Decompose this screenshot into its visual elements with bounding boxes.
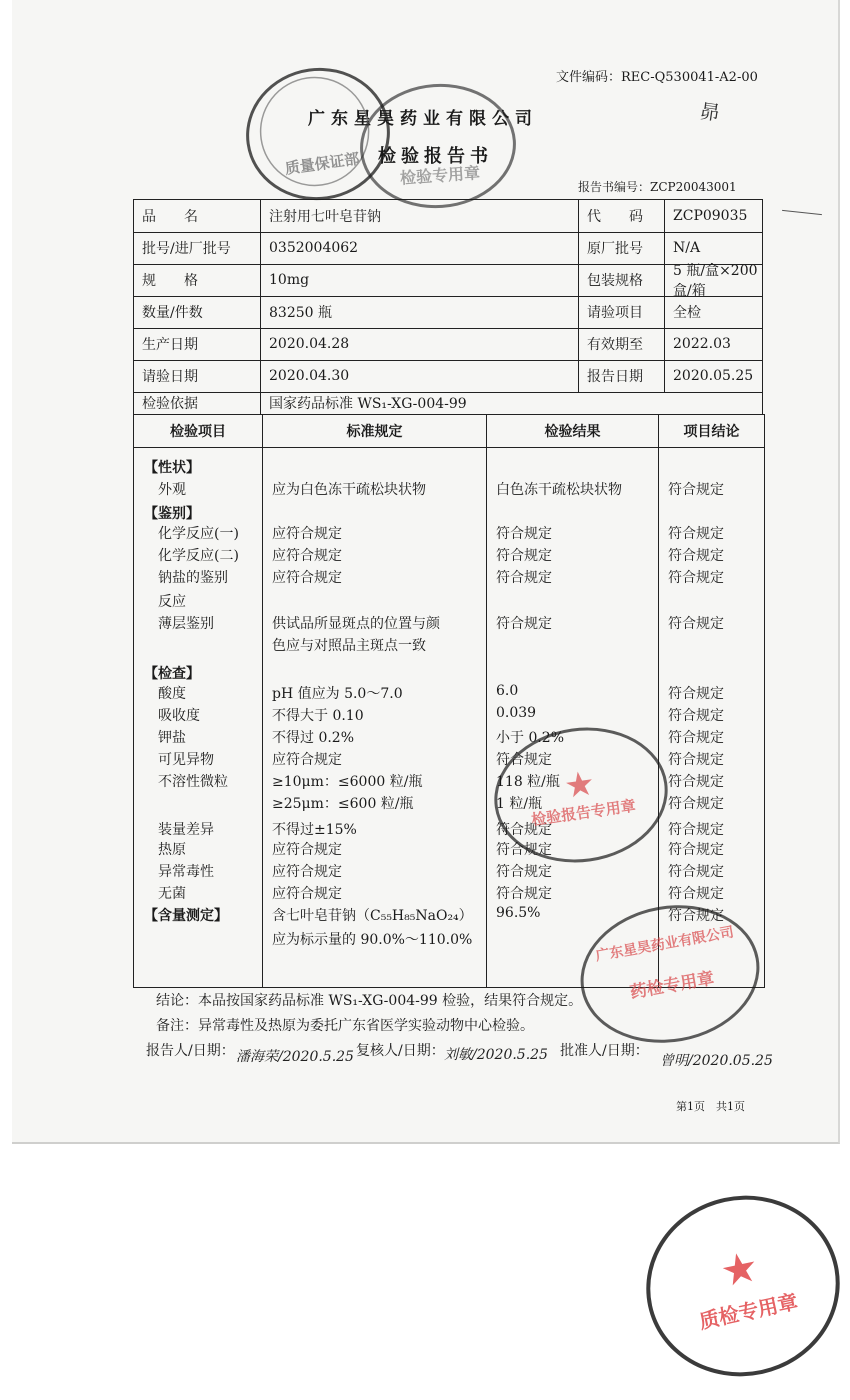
reviewer-signature: 刘敏/2020.5.25 (444, 1047, 548, 1063)
info-label: 数量/件数 (134, 296, 261, 328)
result-cell: 符合规定 (496, 864, 552, 880)
info-value: ZCP09035 (673, 208, 748, 224)
info-label: 报告日期 (579, 360, 665, 392)
conclusion-cell: 符合规定 (668, 752, 724, 768)
info-value: 2022.03 (673, 336, 731, 352)
standard-cell: 不得过 0.2% (272, 730, 355, 746)
info-row (134, 360, 762, 393)
drug-inspection-stamp: 广东星昊药业有限公司 药检专用章 (570, 891, 771, 1056)
test-item-cell: 薄层鉴别 (144, 616, 214, 632)
standard-cell: 色应与对照品主斑点一致 (272, 638, 426, 654)
conclusion-cell: 符合规定 (668, 548, 724, 564)
basis-value: 国家药品标准 WS₁-XG-004-99 (269, 396, 467, 412)
result-cell: 白色冻干疏松块状物 (496, 482, 622, 498)
approver-label: 批准人/日期： (560, 1043, 649, 1059)
test-item-cell: 【鉴别】 (144, 506, 200, 522)
info-value: 2020.04.28 (261, 328, 579, 360)
test-item-cell: 反应 (144, 594, 186, 610)
result-cell: 符合规定 (496, 886, 552, 902)
result-cell: 符合规定 (496, 548, 552, 564)
conclusion-cell: 符合规定 (668, 774, 724, 790)
report-number: 报告书编号：ZCP20043001 (578, 180, 737, 194)
test-item-cell: 钾盐 (144, 730, 186, 746)
standard-cell: 应符合规定 (272, 570, 342, 586)
result-cell: 118 粒/瓶 (496, 774, 560, 790)
star-icon: ★ (561, 762, 598, 807)
header-conclusion: 项目结论 (683, 424, 740, 440)
test-item-cell: 【性状】 (144, 460, 200, 476)
test-results-table (133, 414, 765, 988)
standard-cell: 应符合规定 (272, 752, 342, 768)
test-item-cell: 酸度 (144, 686, 186, 702)
reporter-label: 报告人/日期： (146, 1043, 235, 1059)
conclusion-cell: 符合规定 (668, 730, 724, 746)
report-seal-stamp: ★ 检验报告专用章 (486, 717, 677, 874)
column-divider (658, 415, 659, 987)
result-cell: 符合规定 (496, 526, 552, 542)
basis-row (134, 392, 762, 414)
test-item-cell: 不溶性微粒 (144, 774, 228, 790)
conclusion-cell: 符合规定 (668, 822, 724, 838)
info-value: 注射用七叶皂苷钠 (261, 200, 579, 232)
conclusion-cell: 符合规定 (668, 686, 724, 702)
standard-cell: 应符合规定 (272, 864, 342, 880)
inspection-seal-stamp: 检验专用章 (356, 79, 520, 214)
conclusion-cell: 符合规定 (668, 886, 724, 902)
info-value: 5 瓶/盒×200 盒/箱 (673, 263, 758, 299)
info-label: 请验项目 (579, 296, 665, 328)
document-title: 检验报告书 (378, 146, 493, 167)
test-item-cell: 无菌 (144, 886, 186, 902)
result-cell: 6.0 (496, 683, 519, 699)
standard-cell: 不得过±15% (272, 822, 357, 838)
info-value: 0352004062 (261, 232, 579, 264)
result-cell: 符合规定 (496, 842, 552, 858)
standard-cell: 应符合规定 (272, 842, 342, 858)
info-label: 生产日期 (134, 328, 261, 360)
result-cell: 符合规定 (496, 822, 552, 838)
conclusion-cell: 符合规定 (668, 482, 724, 498)
standard-cell: 不得大于 0.10 (272, 708, 364, 724)
header-test-item: 检验项目 (170, 424, 226, 440)
info-label: 请验日期 (134, 360, 261, 392)
document-code: 文件编码：REC-Q530041-A2-00 (556, 70, 758, 85)
header-result: 检验结果 (544, 424, 601, 440)
info-label: 规 格 (134, 264, 261, 296)
result-cell: 0.039 (496, 705, 537, 721)
conclusion-cell: 符合规定 (668, 796, 724, 812)
test-item-cell: 【检查】 (144, 666, 200, 682)
info-label: 品 名 (134, 200, 261, 232)
standard-cell: 应符合规定 (272, 886, 342, 902)
qa-department-stamp: 质量保证部 (238, 59, 399, 210)
basis-label: 检验依据 (134, 392, 261, 414)
qc-seal-stamp: ★ 质检专用章 (629, 1178, 850, 1394)
conclusion-cell: 符合规定 (668, 908, 724, 924)
conclusion-cell: 符合规定 (668, 708, 724, 724)
reviewer-label: 复核人/日期： (356, 1043, 445, 1059)
star-icon: ★ (715, 1240, 763, 1297)
info-label: 批号/进厂批号 (134, 232, 261, 264)
info-row (134, 232, 762, 265)
test-item-cell: 化学反应(一) (144, 526, 239, 542)
conclusion-cell: 符合规定 (668, 616, 724, 632)
product-info-grid (133, 199, 763, 415)
test-item-cell: 化学反应(二) (144, 548, 239, 564)
conclusion-cell: 符合规定 (668, 526, 724, 542)
info-value: 全检 (673, 305, 701, 321)
standard-cell: 应为白色冻干疏松块状物 (272, 482, 426, 498)
info-value: 10mg (261, 264, 579, 296)
info-row (134, 264, 762, 297)
page-number: 第1页 共1页 (676, 1100, 745, 1113)
standard-cell: 应为标示量的 90.0%～110.0% (272, 932, 473, 948)
result-cell: 96.5% (496, 905, 541, 921)
conclusion-cell: 符合规定 (668, 864, 724, 880)
test-item-cell: 装量差异 (144, 822, 214, 838)
info-value: 2020.05.25 (673, 368, 754, 384)
result-cell: 符合规定 (496, 570, 552, 586)
column-divider (262, 415, 263, 987)
header-standard: 标准规定 (346, 424, 403, 440)
handwritten-mark: 昴 (698, 98, 722, 126)
info-label: 原厂批号 (579, 232, 665, 264)
info-label: 有效期至 (579, 328, 665, 360)
conclusion-cell: 符合规定 (668, 570, 724, 586)
standard-cell: 应符合规定 (272, 526, 342, 542)
info-value: 83250 瓶 (261, 296, 579, 328)
standard-cell: 供试品所显斑点的位置与颜 (272, 616, 440, 632)
test-item-cell: 【含量测定】 (144, 908, 228, 924)
test-item-cell: 外观 (144, 482, 186, 498)
info-value: N/A (673, 240, 701, 256)
result-cell: 符合规定 (496, 752, 552, 768)
test-item-cell: 吸收度 (144, 708, 200, 724)
test-item-cell: 异常毒性 (144, 864, 214, 880)
conclusion-text: 结论：本品按国家药品标准 WS₁-XG-004-99 检验，结果符合规定。 (156, 993, 583, 1009)
standard-cell: 应符合规定 (272, 548, 342, 564)
result-cell: 符合规定 (496, 616, 552, 632)
test-item-cell: 热原 (144, 842, 186, 858)
test-item-cell: 钠盐的鉴别 (144, 570, 228, 586)
standard-cell: 含七叶皂苷钠（C₅₅H₈₅NaO₂₄） (272, 908, 473, 924)
column-divider (486, 415, 487, 987)
standard-cell: ≥10μm：≤6000 粒/瓶 (272, 774, 423, 790)
remark-text: 备注：异常毒性及热原为委托广东省医学实验动物中心检验。 (156, 1018, 534, 1034)
conclusion-cell: 符合规定 (668, 842, 724, 858)
info-row (134, 328, 762, 361)
info-label: 包装规格 (579, 264, 665, 296)
test-item-cell: 可见异物 (144, 752, 214, 768)
approver-signature: 曾明/2020.05.25 (660, 1053, 773, 1069)
company-name: 广东星昊药业有限公司 (308, 109, 538, 129)
result-cell: 1 粒/瓶 (496, 796, 543, 812)
header-divider (134, 447, 764, 448)
reporter-signature: 潘海荣/2020.5.25 (236, 1049, 354, 1065)
result-cell: 小于 0.2% (496, 730, 565, 746)
info-label: 代 码 (579, 200, 665, 232)
info-value: 2020.04.30 (261, 360, 579, 392)
standard-cell: pH 值应为 5.0～7.0 (272, 686, 403, 702)
info-row (134, 296, 762, 329)
standard-cell: ≥25μm：≤600 粒/瓶 (272, 796, 414, 812)
